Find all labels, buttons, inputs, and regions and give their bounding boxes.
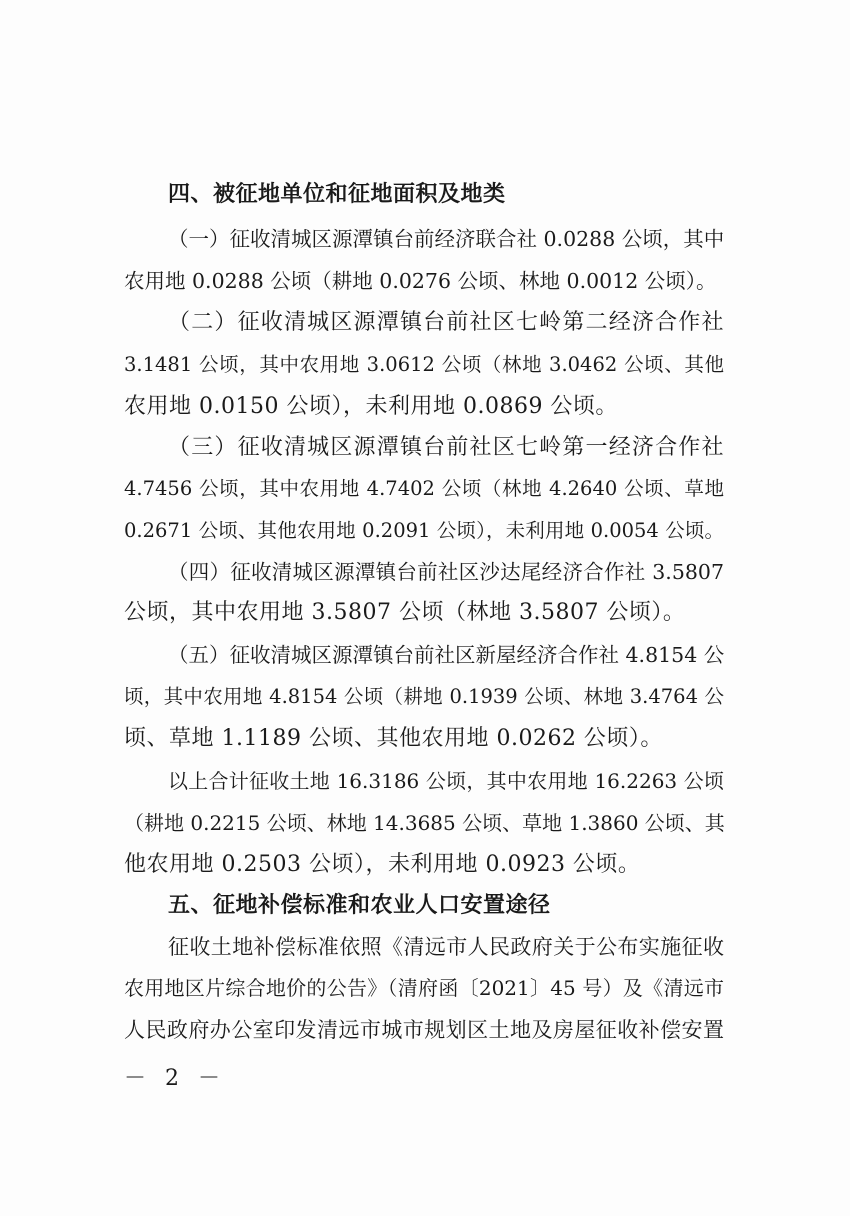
paragraph-line: 3.1481 公顷，其中农用地 3.0612 公顷（林地 3.0462 公顷、其他	[124, 353, 724, 376]
paragraph-line: （四）征收清城区源潭镇台前社区沙达尾经济合作社 3.5807	[168, 560, 724, 584]
paragraph-line: 公顷，其中农用地 3.5807 公顷（林地 3.5807 公顷）。	[124, 600, 686, 625]
paragraph-line: 农用地 0.0150 公顷），未利用地 0.0869 公顷。	[124, 394, 618, 419]
paragraph-line: 以上合计征收土地 16.3186 公顷，其中农用地 16.2263 公顷	[168, 769, 724, 793]
section-heading-4: 四、被征地单位和征地面积及地类	[168, 182, 506, 207]
paragraph-line: 农用地 0.0288 公顷（耕地 0.0276 公顷、林地 0.0012 公顷）。	[124, 269, 717, 293]
paragraph-line: 4.7456 公顷，其中农用地 4.7402 公顷（林地 4.2640 公顷、草地	[124, 477, 724, 500]
paragraph-line: 征收土地补偿标准依照《清远市人民政府关于公布实施征收	[168, 935, 724, 959]
paragraph-line: 0.2671 公顷、其他农用地 0.2091 公顷），未利用地 0.0054 公顷。	[124, 519, 724, 542]
paragraph-line: （耕地 0.2215 公顷、林地 14.3685 公顷、草地 1.3860 公顷、其	[124, 811, 725, 835]
paragraph-line: 顷、草地 1.1189 公顷、其他农用地 0.0262 公顷）。	[124, 726, 663, 751]
paragraph-line: 他农用地 0.2503 公顷），未利用地 0.0923 公顷。	[124, 852, 641, 877]
paragraph-line: （三）征收清城区源潭镇台前社区七岭第一经济合作社	[168, 435, 724, 460]
paragraph-line: （一）征收清城区源潭镇台前经济联合社 0.0288 公顷，其中	[168, 227, 725, 251]
section-heading-5: 五、征地补偿标准和农业人口安置途径	[168, 893, 551, 918]
paragraph-line: （五）征收清城区源潭镇台前社区新屋经济合作社 4.8154 公	[168, 643, 725, 667]
paragraph-line: 顷，其中农用地 4.8154 公顷（耕地 0.1939 公顷、林地 3.4764 公	[124, 685, 724, 708]
paragraph-line: 农用地区片综合地价的公告》（清府函〔2021〕45 号）及《清远市	[124, 976, 724, 1000]
paragraph-line: 人民政府办公室印发清远市城市规划区土地及房屋征收补偿安置	[124, 1018, 724, 1042]
page-number: － 2 －	[124, 1066, 226, 1091]
paragraph-line: （二）征收清城区源潭镇台前社区七岭第二经济合作社	[168, 310, 724, 335]
